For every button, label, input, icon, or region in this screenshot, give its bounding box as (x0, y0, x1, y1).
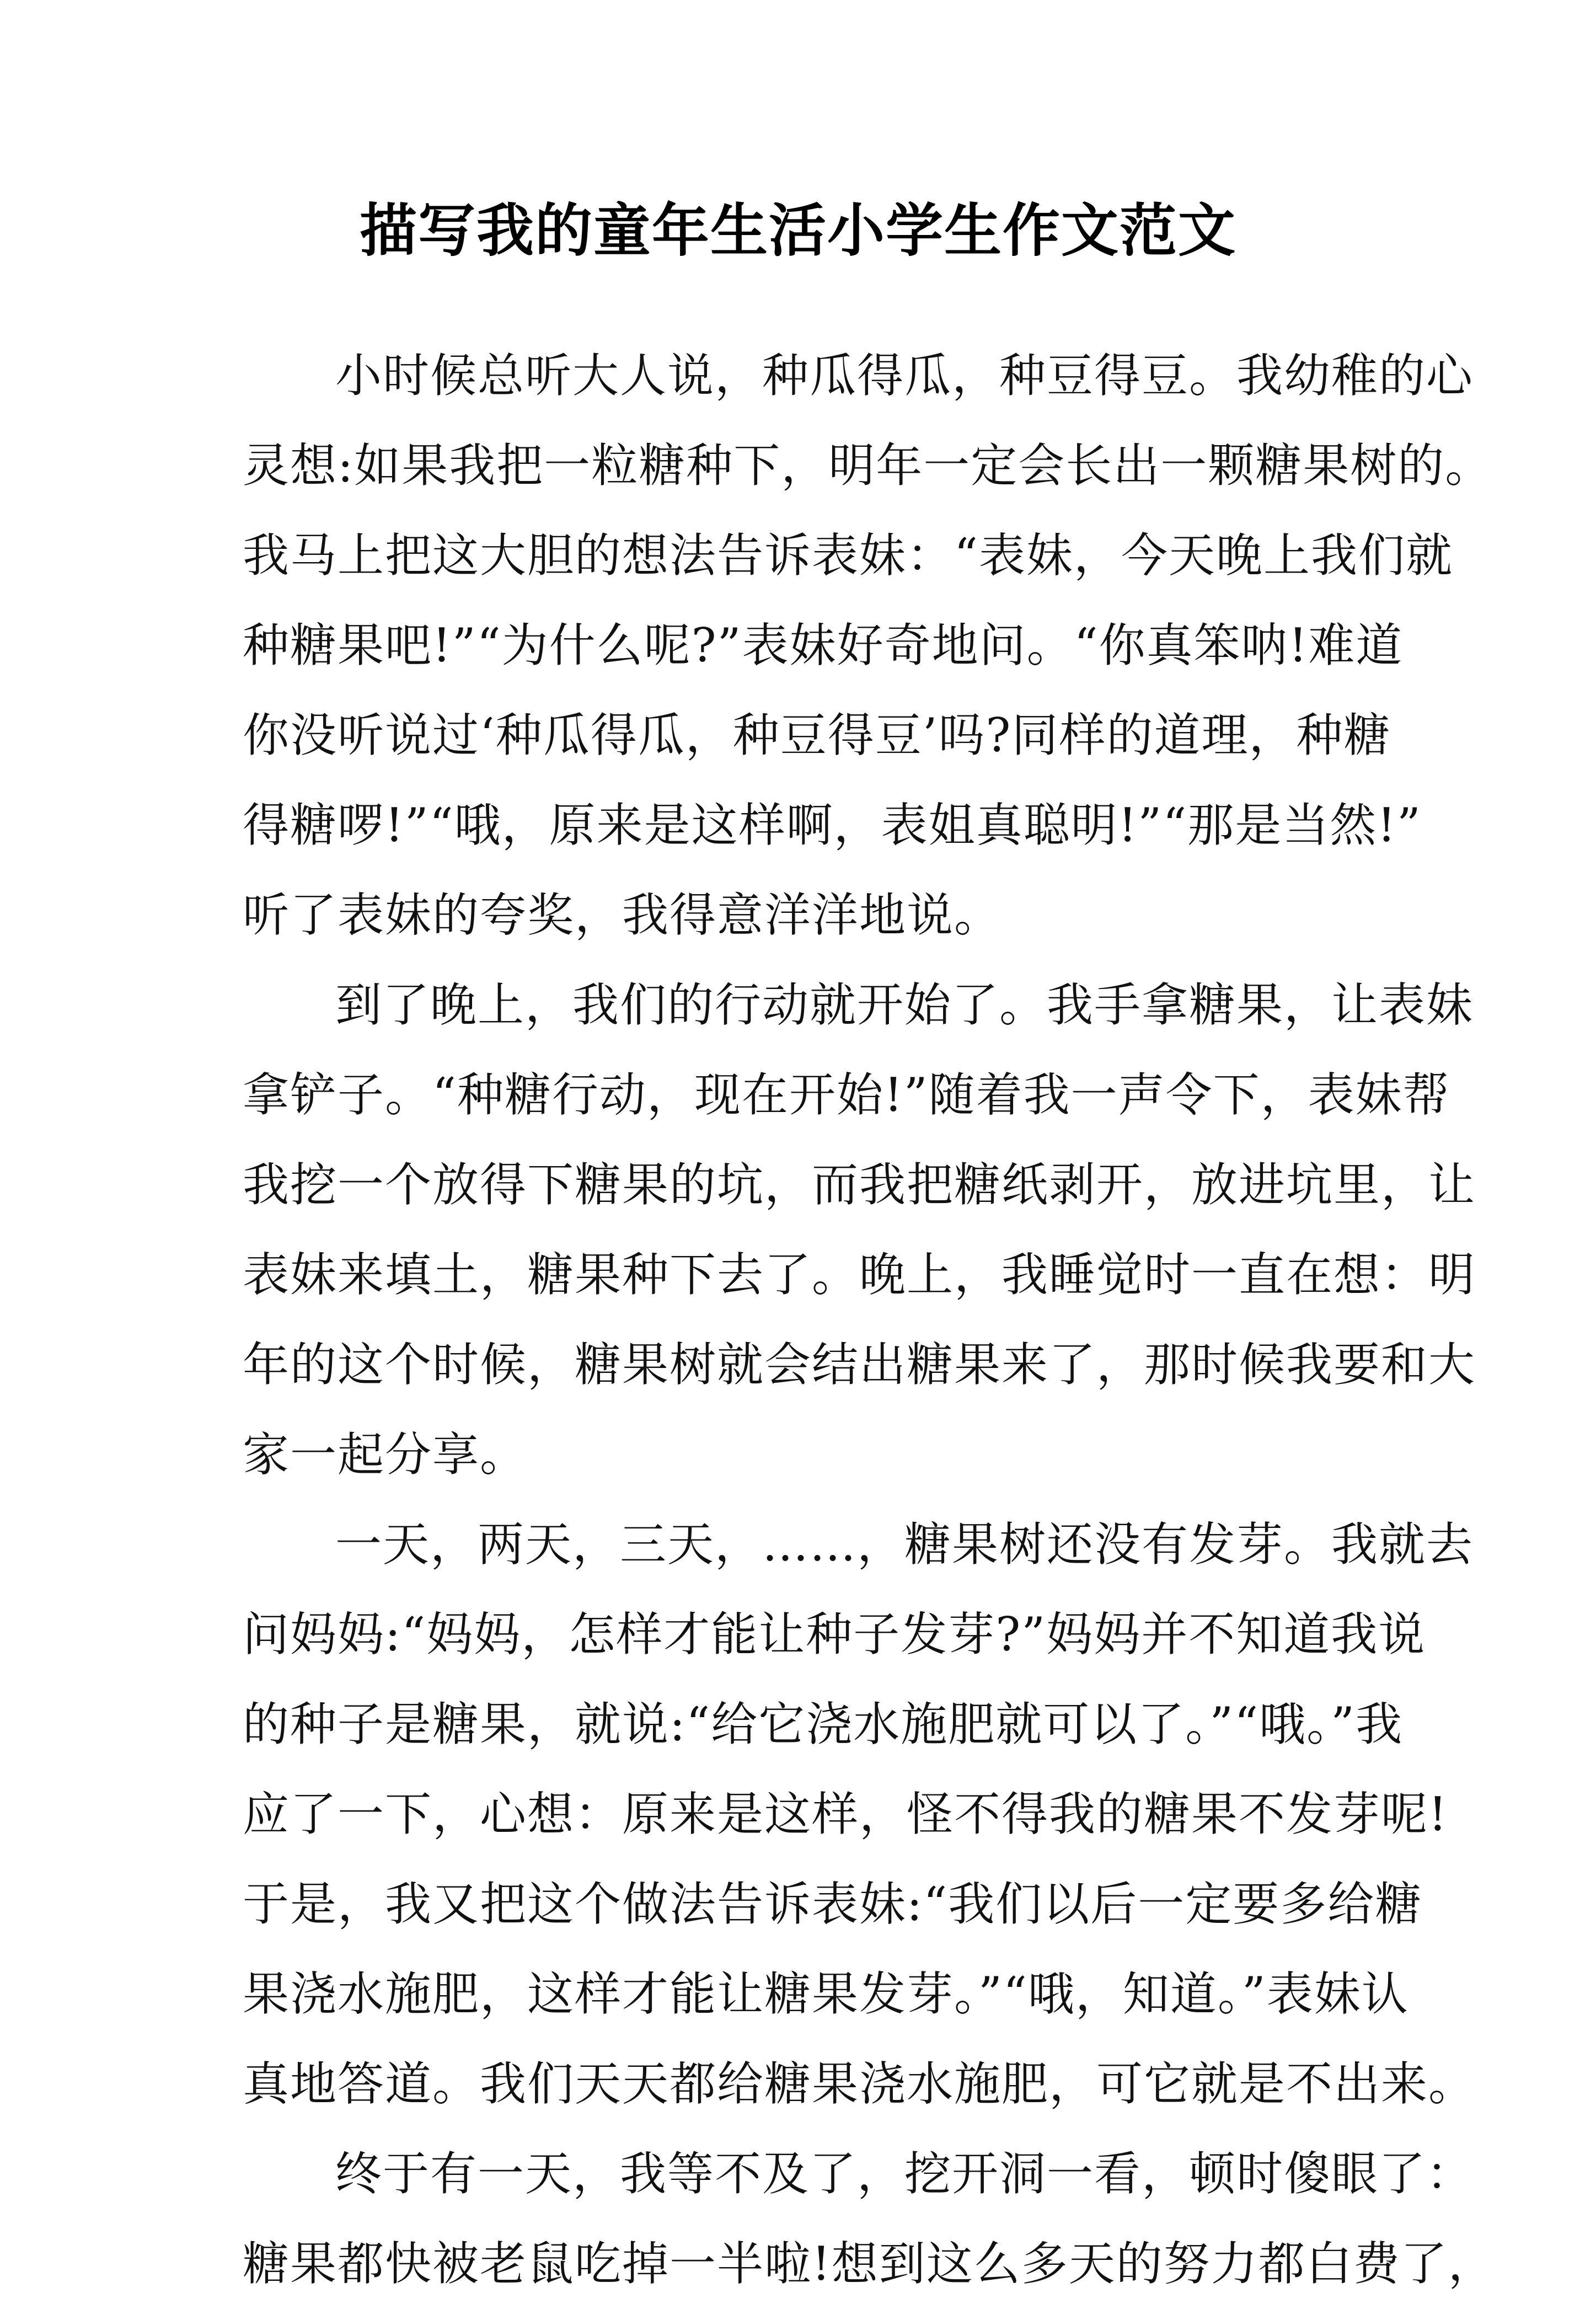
text-line: 年的这个时候，糖果树就会结出糖果来了，那时候我要和大 (243, 1338, 1476, 1392)
text-line: 表妹来填土，糖果种下去了。晚上，我睡觉时一直在想：明 (243, 1248, 1476, 1302)
text-line: 问妈妈:“妈妈，怎样才能让种子发芽?”妈妈并不知道我说 (243, 1607, 1426, 1661)
text-line: 到了晚上，我们的行动就开始了。我手拿糖果，让表妹 (335, 978, 1474, 1032)
text-line: 得糖啰!”“哦，原来是这样啊，表姐真聪明!”“那是当然!” (243, 798, 1422, 852)
text-line: 小时候总听大人说，种瓜得瓜，种豆得豆。我幼稚的心 (335, 349, 1474, 403)
document-body (243, 331, 1496, 2309)
text-line: 拿铲子。“种糖行动，现在开始!”随着我一声令下，表妹帮 (243, 1068, 1450, 1122)
text-line: 的种子是糖果，就说:“给它浇水施肥就可以了。”“哦。”我 (243, 1697, 1404, 1751)
text-line: 果浇水施肥，这样才能让糖果发芽。”“哦，知道。”表妹认 (243, 1967, 1409, 2021)
text-line: 我马上把这大胆的想法告诉表妹：“表妹，今天晚上我们就 (243, 528, 1453, 582)
text-line: 我挖一个放得下糖果的坑，而我把糖纸剥开，放进坑里，让 (243, 1158, 1476, 1212)
text-line: 终于有一天，我等不及了，挖开洞一看，顿时傻眼了： (335, 2147, 1474, 2201)
text-line: 真地答道。我们天天都给糖果浇水施肥，可它就是不出来。 (243, 2057, 1476, 2111)
text-line: 一天，两天，三天，……，糖果树还没有发芽。我就去 (335, 1517, 1474, 1572)
text-line: 种糖果吧!”“为什么呢?”表妹好奇地问。“你真笨呐!难道 (243, 618, 1404, 672)
text-line: 应了一下，心想：原来是这样，怪不得我的糖果不发芽呢! (243, 1787, 1448, 1841)
text-line: 糖果都快被老鼠吃掉一半啦!想到这么多天的努力都白费了， (243, 2237, 1496, 2291)
document-title: 描写我的童年生活小学生作文范文 (359, 197, 1236, 264)
text-line: 于是，我又把这个做法告诉表妹:“我们以后一定要多给糖 (243, 1877, 1423, 1931)
text-line: 家一起分享。 (243, 1428, 528, 1482)
text-line: 听了表妹的夸奖，我得意洋洋地说。 (243, 888, 1002, 942)
text-line: 灵想:如果我把一粒糖种下，明年一定会长出一颗糖果树的。 (243, 439, 1493, 493)
text-line: 你没听说过‘种瓜得瓜，种豆得豆’吗?同样的道理，种糖 (243, 708, 1391, 762)
